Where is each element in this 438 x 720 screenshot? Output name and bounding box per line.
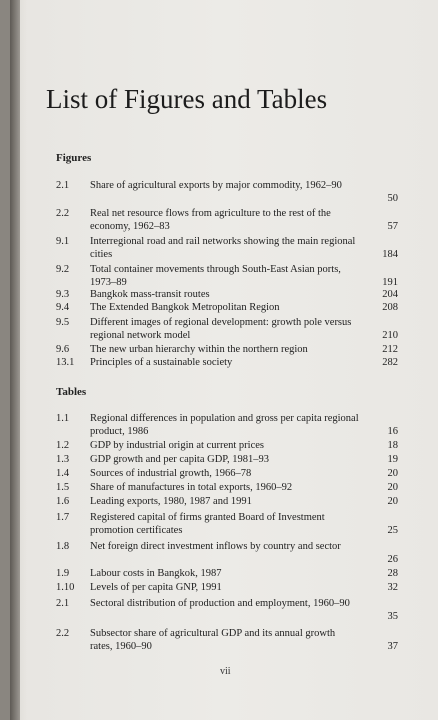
table-entry	[10, 496, 438, 509]
table-page-number: 37	[387, 640, 398, 652]
table-page-number: 20	[387, 468, 398, 479]
figure-number: 2.1	[56, 180, 70, 191]
figure-number: 9.5	[56, 317, 70, 328]
table-caption: Levels of per capita GNP, 1991	[90, 582, 222, 593]
table-caption: Leading exports, 1980, 1987 and 1991	[90, 496, 252, 507]
page-folio: vii	[220, 666, 231, 677]
table-page-number: 35	[387, 610, 398, 622]
figure-caption: Bangkok mass-transit routes	[90, 289, 210, 300]
table-entry	[10, 482, 438, 495]
figure-caption: Different images of regional development: growth pole versus regional network model	[90, 317, 352, 341]
figure-caption: Interregional road and rail networks showing the main regional cities	[90, 236, 356, 260]
table-entry	[10, 468, 438, 481]
table-number: 1.1	[56, 413, 70, 424]
figure-number: 2.2	[56, 208, 70, 219]
table-entry	[10, 541, 438, 566]
table-caption: Labour costs in Bangkok, 1987	[90, 568, 222, 579]
table-page-number: 25	[387, 524, 398, 536]
figure-number: 13.1	[56, 357, 75, 368]
figure-entry	[10, 264, 438, 289]
figure-page-number: 212	[382, 344, 398, 355]
figure-entry	[10, 344, 438, 357]
table-number: 1.8	[56, 541, 70, 552]
figure-caption: Principles of a sustainable society	[90, 357, 233, 368]
table-caption: Net foreign direct investment inflows by country and sector	[90, 541, 341, 552]
figure-entry	[10, 357, 438, 370]
figure-caption: The Extended Bangkok Metropolitan Region	[90, 302, 280, 313]
table-page-number: 26	[387, 553, 398, 565]
figure-entry	[10, 302, 438, 315]
table-page-number: 32	[387, 582, 398, 593]
figure-number: 9.2	[56, 264, 70, 275]
figure-entry	[10, 317, 438, 342]
table-page-number: 18	[387, 440, 398, 451]
table-number: 1.7	[56, 512, 70, 523]
table-number: 1.2	[56, 440, 70, 451]
table-entry	[10, 440, 438, 453]
table-caption: GDP by industrial origin at current prices	[90, 440, 264, 451]
table-entry	[10, 628, 438, 653]
figure-entry	[10, 236, 438, 261]
table-number: 1.3	[56, 454, 70, 465]
table-number: 2.2	[56, 628, 70, 639]
figures-heading: Figures	[56, 152, 92, 164]
page-title: List of Figures and Tables	[46, 84, 328, 114]
figure-caption: Share of agricultural exports by major commodity, 1962–90	[90, 180, 342, 191]
figure-number: 9.4	[56, 302, 70, 313]
table-entry	[10, 512, 438, 537]
figure-page-number: 191	[382, 276, 398, 288]
table-number: 1.5	[56, 482, 70, 493]
table-number: 1.6	[56, 496, 70, 507]
table-caption: Sources of industrial growth, 1966–78	[90, 468, 252, 479]
figure-page-number: 184	[382, 248, 398, 260]
table-caption: Regional differences in population and gross per capita regional product, 1986	[90, 413, 359, 437]
table-entry	[10, 568, 438, 581]
figure-entry	[10, 180, 438, 205]
figure-number: 9.1	[56, 236, 70, 247]
figure-entry	[10, 208, 438, 233]
table-entry	[10, 598, 438, 623]
table-entry	[10, 413, 438, 438]
book-page	[10, 0, 438, 720]
table-caption: GDP growth and per capita GDP, 1981–93	[90, 454, 269, 465]
table-page-number: 20	[387, 496, 398, 507]
table-page-number: 20	[387, 482, 398, 493]
figure-page-number: 208	[382, 302, 398, 313]
figure-caption: Real net resource flows from agriculture to the rest of the economy, 1962–83	[90, 208, 331, 232]
figure-entry	[10, 289, 438, 302]
table-entry	[10, 454, 438, 467]
figure-caption: Total container movements through South-East Asian ports, 1973–89	[90, 264, 341, 288]
table-caption: Sectoral distribution of production and employment, 1960–90	[90, 598, 350, 609]
table-number: 2.1	[56, 598, 70, 609]
figure-number: 9.6	[56, 344, 70, 355]
figure-page-number: 282	[382, 357, 398, 368]
table-caption: Registered capital of firms granted Board of Investment promotion certificates	[90, 512, 325, 536]
figure-page-number: 210	[382, 329, 398, 341]
figure-page-number: 57	[387, 220, 398, 232]
figure-page-number: 50	[387, 192, 398, 204]
figure-number: 9.3	[56, 289, 70, 300]
table-number: 1.9	[56, 568, 70, 579]
table-caption: Subsector share of agricultural GDP and its annual growth rates, 1960–90	[90, 628, 336, 652]
tables-heading: Tables	[56, 386, 87, 398]
table-number: 1.4	[56, 468, 70, 479]
table-entry	[10, 582, 438, 595]
table-page-number: 16	[387, 425, 398, 437]
table-number: 1.10	[56, 582, 75, 593]
table-caption: Share of manufactures in total exports, 1960–92	[90, 482, 293, 493]
table-page-number: 19	[387, 454, 398, 465]
figure-caption: The new urban hierarchy within the northern region	[90, 344, 308, 355]
figure-page-number: 204	[382, 289, 398, 300]
table-page-number: 28	[387, 568, 398, 579]
